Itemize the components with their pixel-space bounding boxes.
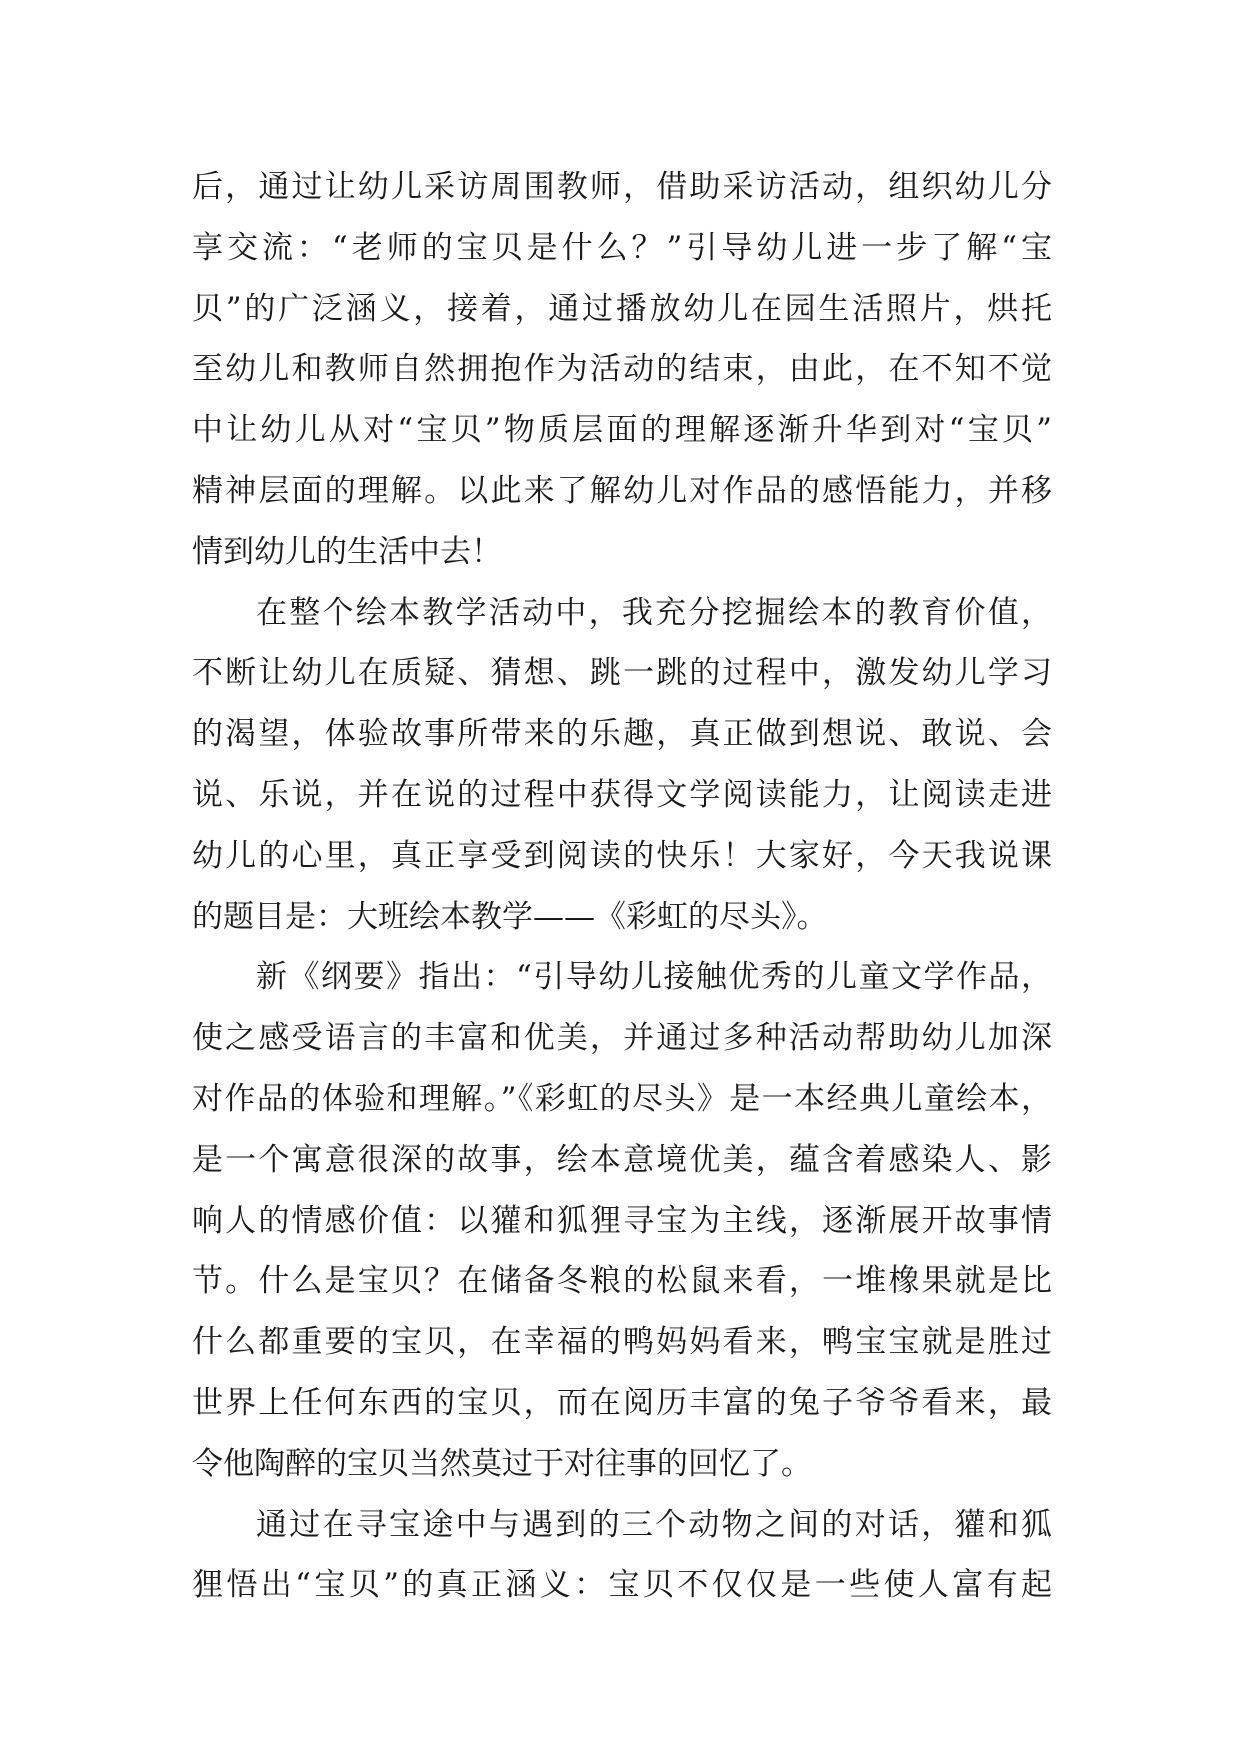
text-line: 什么都重要的宝贝，在幸福的鸭妈妈看来，鸭宝宝就是胜过: [192, 1324, 1052, 1361]
text-line: 是一个寓意很深的故事，绘本意境优美，蕴含着感染人、影: [192, 1141, 1052, 1178]
paragraph: [192, 157, 1052, 583]
text-line: 的渴望，体验故事所带来的乐趣，真正做到想说、敢说、会: [192, 716, 1052, 753]
text-line: 令他陶醉的宝贝当然莫过于对往事的回忆了。: [192, 1445, 812, 1482]
text-line: 新《纲要》指出：“引导幼儿接触优秀的儿童文学作品，: [256, 959, 1052, 996]
paragraph: [192, 583, 1052, 948]
text-line: 的题目是：大班绘本教学——《彩虹的尽头》。: [192, 898, 828, 935]
text-line: 世界上任何东西的宝贝，而在阅历丰富的兔子爷爷看来，最: [192, 1384, 1052, 1421]
text-line: 对作品的体验和理解。”《彩虹的尽头》是一本经典儿童绘本，: [192, 1080, 1052, 1117]
text-line: 精神层面的理解。以此来了解幼儿对作品的感悟能力，并移: [192, 472, 1052, 509]
text-line: 情到幼儿的生活中去！: [192, 533, 502, 570]
text-line: 使之感受语言的丰富和优美，并通过多种活动帮助幼儿加深: [192, 1020, 1052, 1057]
text-line: 响人的情感价值：以獾和狐狸寻宝为主线，逐渐展开故事情: [192, 1202, 1052, 1239]
paragraph: [192, 1495, 1052, 1617]
text-line: 至幼儿和教师自然拥抱作为活动的结束，由此，在不知不觉: [192, 351, 1052, 388]
text-line: 中让幼儿从对“宝贝”物质层面的理解逐渐升华到对“宝贝”: [192, 412, 1052, 449]
text-line: 后，通过让幼儿采访周围教师，借助采访活动，组织幼儿分: [192, 169, 1052, 205]
text-line: 贝”的广泛涵义，接着，通过播放幼儿在园生活照片，烘托: [192, 290, 1052, 327]
text-line: 在整个绘本教学活动中，我充分挖掘绘本的教育价值，: [256, 594, 1052, 631]
text-line: 狸悟出“宝贝”的真正涵义：宝贝不仅仅是一些使人富有起: [192, 1567, 1052, 1604]
text-line: 不断让幼儿在质疑、猜想、跳一跳的过程中，激发幼儿学习: [192, 655, 1052, 692]
text-line: 节。什么是宝贝？在储备冬粮的松鼠来看，一堆橡果就是比: [192, 1263, 1052, 1300]
text-line: 通过在寻宝途中与遇到的三个动物之间的对话，獾和狐: [256, 1506, 1052, 1543]
text-line: 幼儿的心里，真正享受到阅读的快乐！大家好，今天我说课: [192, 837, 1052, 874]
text-line: 说、乐说，并在说的过程中获得文学阅读能力，让阅读走进: [192, 776, 1052, 813]
paragraph: [192, 947, 1052, 1494]
document-body: [192, 157, 1052, 1616]
text-line: 享交流：“老师的宝贝是什么？”引导幼儿进一步了解“宝: [192, 229, 1052, 266]
